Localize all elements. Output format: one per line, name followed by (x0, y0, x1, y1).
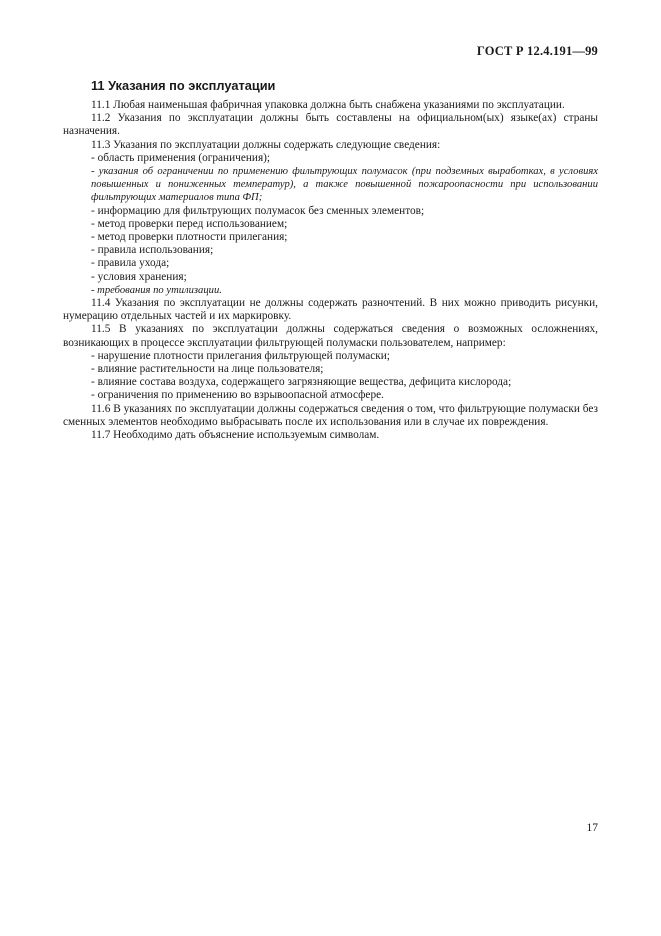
list-item: - нарушение плотности прилегания фильтрующей полумаски; (91, 349, 390, 362)
document-code-header: ГОСТ Р 12.4.191—99 (476, 44, 598, 58)
list-item-italic: - требования по утилизации. (91, 284, 222, 296)
paragraph-11-5: 11.5 В указаниях по эксплуатации должны содержаться сведения о возможных осложнениях, возникающих в процессе эксплуатации фильтрующей полумаски пользователем, например: (63, 323, 598, 349)
list-item: - информацию для фильтрующих полумасок без сменных элементов; (91, 204, 425, 217)
list-item: - правила ухода; (91, 257, 170, 270)
list-item: - влияние растительности на лице пользователя; (91, 363, 324, 376)
list-item: - метод проверки перед использованием; (91, 217, 288, 230)
paragraph-11-2: 11.2 Указания по эксплуатации должны быть составлены на официальном(ых) языке(ах) страны назначения. (63, 112, 598, 138)
list-item: - область применения (ограничения); (91, 151, 271, 164)
list-item-italic: - указания об ограничении по применению фильтрующих полумасок (при подземных выработках, в условиях повышенных и пониженных температур), а также повышенной пожароопасности при использовании фильтрующих материалов типа ФП; (91, 166, 598, 204)
paragraph-11-7: 11.7 Необходимо дать объяснение используемым символам. (91, 429, 380, 442)
paragraph-11-4: 11.4 Указания по эксплуатации не должны содержать разночтений. В них можно приводить рисунки, нумерацию отдельных частей и их маркировку. (63, 297, 598, 323)
list-item: - ограничения по применению во взрывоопасной атмосфере. (91, 389, 384, 402)
page-number: 17 (586, 822, 598, 834)
list-item: - правила использования; (91, 244, 214, 257)
list-item: - влияние состава воздуха, содержащего загрязняющие вещества, дефицита кислорода; (91, 376, 512, 389)
paragraph-11-1: 11.1 Любая наименьшая фабричная упаковка должна быть снабжена указаниями по эксплуатации. (91, 99, 565, 111)
paragraph-11-6: 11.6 В указаниях по эксплуатации должны содержаться сведения о том, что фильтрующие полумаски без сменных элементов необходимо выбрасывать после их использования или в случае их повреждения. (63, 402, 598, 428)
list-item: - метод проверки плотности прилегания; (91, 231, 288, 244)
section-title: 11 Указания по эксплуатации (91, 78, 276, 93)
section-content (63, 78, 598, 442)
paragraph-11-3: 11.3 Указания по эксплуатации должны содержать следующие сведения: (91, 138, 441, 151)
list-item: - условия хранения; (91, 270, 187, 283)
